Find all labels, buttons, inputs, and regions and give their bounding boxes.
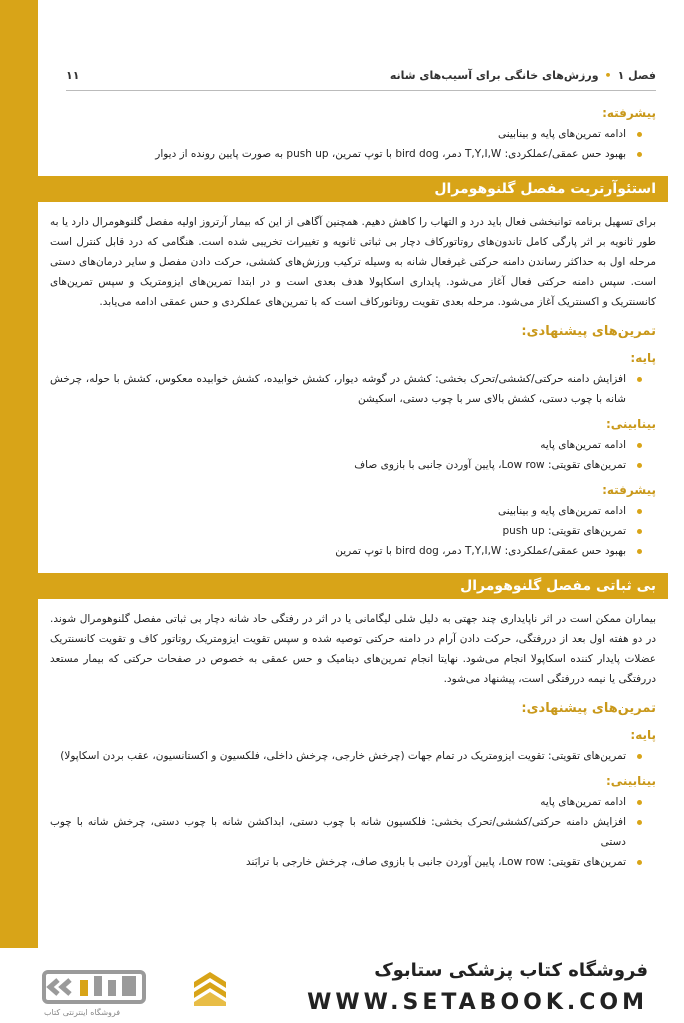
page-content <box>50 106 656 872</box>
separator-dot-icon: • <box>604 68 612 82</box>
advanced-heading: پیشرفته: <box>602 483 656 497</box>
section-title-osteoarthritis: استئوآرتریت مفصل گلنوهومرال <box>10 176 668 202</box>
store-name: فروشگاه کتاب پزشکی ستابوک <box>374 960 648 981</box>
list-item: تمرین‌های تقویتی: Low row، پایین آوردن جانبی با بازوی صاف، چرخش خارجی با ترابَند <box>50 852 656 872</box>
list-item: تمرین‌های تقویتی: push up <box>50 521 656 541</box>
list-item: ادامه تمرین‌های پایه و بینابینی <box>50 501 656 521</box>
page-sidebar-stripe <box>0 0 38 948</box>
list-item: افزایش دامنه حرکتی/کششی/تحرک بخشی: فلکسیون شانه با چوب دستی، ابداکشن شانه با چوب دستی، چرخش شانه با چوب دستی <box>50 812 656 852</box>
list-item: ادامه تمرین‌های پایه و بینابینی <box>50 124 656 144</box>
section-paragraph: برای تسهیل برنامه توانبخشی فعال باید درد و التهاب را کاهش دهیم. همچنین آگاهی از این که بیمار آرتروز اولیه مفصل گلنوهومرال دارد یا به طور ثانویه بر اثر پارگی کامل تاندون‌های روتاتورکاف دچار بی ثباتی ثانویه و تغییرات تخریبی شده است. هنگامی که درد قابل کنترل است مرحله اول به حداکثر رساندن دامنه حرکتی غیرفعال شانه به وسیله ترکیب ورزش‌های کششی، حرکت دادن مفصل و سایر درمان‌های دستی است. سپس دامنه حرکتی فعال آغاز می‌شود. پایداری اسکاپولا هدف بعدی است و در ابتدا تمرین‌های ایزومتریک و سپس تمرین‌های کانسنتریک و اکسنتریک آغاز می‌شود. مرحله بعدی تقویت روتاتورکاف است که با تمرین‌های عملکردی و حس عمقی ادامه می‌یابد. <box>50 216 656 308</box>
intermediate-heading: بینابینی: <box>605 417 656 431</box>
advanced-list <box>50 124 656 164</box>
chapter-label: فصل ۱ <box>617 68 656 82</box>
running-head <box>66 66 656 84</box>
advanced-heading: پیشرفته: <box>602 106 656 120</box>
list-item: تمرین‌های تقویتی: تقویت ایزومتریک در تمام جهات (چرخش خارجی، چرخش داخلی، فلکسیون و اکستانسیون، عقب بردن اسکاپولا) <box>50 746 656 766</box>
section-title-instability: بی ثباتی مفصل گلنوهومرال <box>10 573 668 599</box>
list-item: بهبود حس عمقی/عملکردی: T,Y,I,W دمر، bird dog با توپ تمرین، push up به صورت پایین رونده از دیوار <box>50 144 656 164</box>
recommended-exercises-heading: تمرین‌های پیشنهادی: <box>521 324 656 339</box>
running-head-chapter-group <box>390 69 656 82</box>
setabook-chevron-icon <box>190 968 230 1008</box>
list-item: تمرین‌های تقویتی: Low row، پایین آوردن جانبی با بازوی صاف <box>50 455 656 475</box>
intermediate-list <box>50 435 656 475</box>
list-item: افزایش دامنه حرکتی/کششی/تحرک بخشی: کشش در گوشه دیوار، کشش خوابیده، کشش خوابیده معکوس، کشش با حوله، چرخش شانه با چوب دستی، کشش بالای سر با چوب دستی، اسکیشن <box>50 369 656 409</box>
book-page <box>38 0 684 948</box>
setabook-logo-icon <box>40 962 150 1012</box>
list-item: ادامه تمرین‌های پایه <box>50 435 656 455</box>
page-number: ۱۱ <box>66 68 80 82</box>
basic-heading: پایه: <box>630 728 656 742</box>
header-divider <box>66 90 656 91</box>
recommended-exercises-heading: تمرین‌های پیشنهادی: <box>521 701 656 716</box>
intermediate-heading: بینابینی: <box>605 774 656 788</box>
footer-banner <box>0 948 684 1023</box>
advanced-list <box>50 501 656 561</box>
chapter-title: ورزش‌های خانگی برای آسیب‌های شانه <box>389 68 599 82</box>
basic-list <box>50 369 656 409</box>
list-item: ادامه تمرین‌های پایه <box>50 792 656 812</box>
basic-list <box>50 746 656 766</box>
section-paragraph: بیماران ممکن است در اثر ناپایداری چند جهتی به دلیل شلی لیگامانی یا در اثر در رفتگی حاد شانه دچار بی ثباتی مفصل گلنوهومرال شوند. در دو هفته اول بعد از دررفتگی، حرکت دادن آرام در دامنه حرکتی توصیه شده و سپس تقویت ایزومتریک روتاتور کاف و تقویت کانسنتریک عضلات پایدار کننده اسکاپولا انجام می‌شود. نهایتا انجام تمرین‌های دینامیک و حس عمقی به خصوص در صفحات حرکتی که بیمار مستعد دررفتگی یا نیمه دررفتگی است، پیشنهاد می‌شود. <box>50 613 656 685</box>
basic-heading: پایه: <box>630 351 656 365</box>
list-item: بهبود حس عمقی/عملکردی: T,Y,I,W دمر، bird dog با توپ تمرین <box>50 541 656 561</box>
logo-subtitle: فروشگاه اینترنتی کتاب <box>44 1008 121 1017</box>
store-url[interactable]: WWW.SETABOOK.COM <box>307 990 648 1015</box>
intermediate-list <box>50 792 656 872</box>
